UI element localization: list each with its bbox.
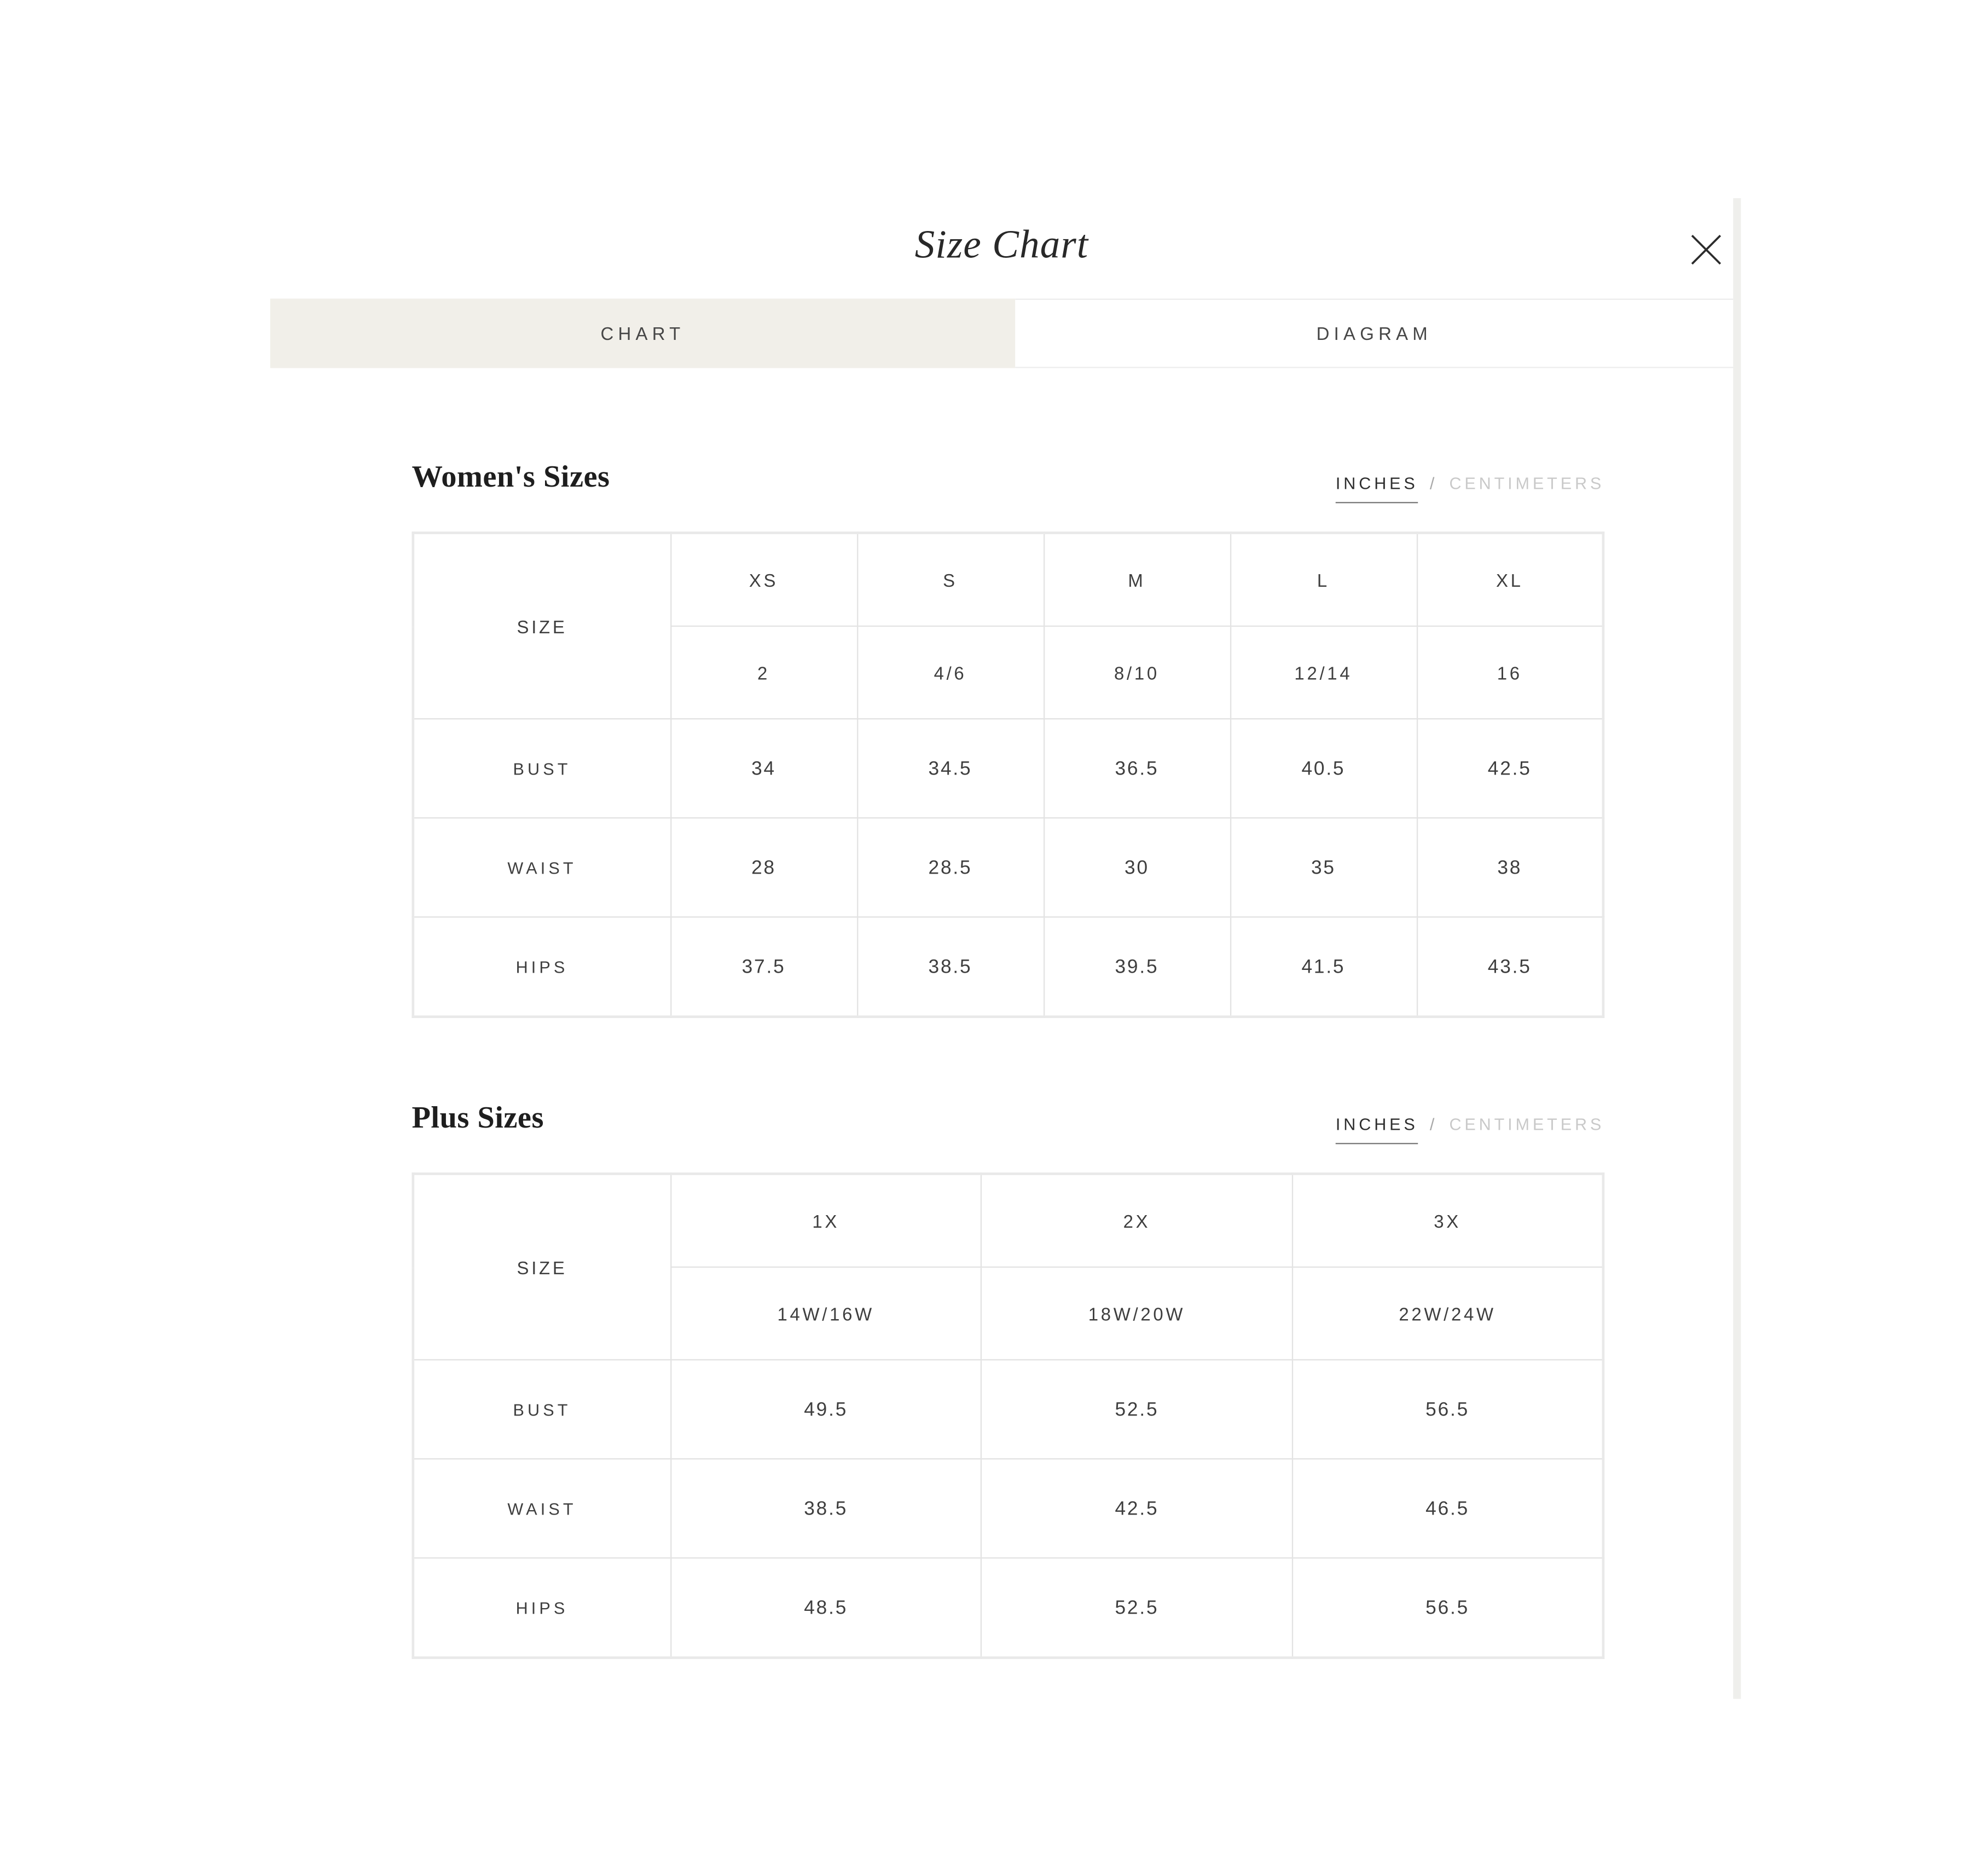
table-row [413,818,1603,917]
value-cell: 56.5 [1293,1558,1603,1657]
modal-content [411,444,1604,1659]
value-cell: 34 [670,719,857,818]
value-cell: 28.5 [857,818,1044,917]
value-cell: 38.5 [670,1459,981,1558]
row-label-cell: HIPS [413,917,670,1016]
value-cell: 43.5 [1417,917,1603,1016]
size-header-cell: SIZE [413,1174,670,1360]
value-cell: 34.5 [857,719,1044,818]
section-head [411,444,1604,495]
table-row [413,1459,1603,1558]
size-number-cell: 18W/20W [981,1267,1292,1360]
unit-separator: / [1429,473,1438,493]
unit-toggle [1336,1114,1604,1136]
size-label-cell: XL [1417,533,1603,626]
scrollbar-track[interactable] [1733,198,1741,1699]
value-cell: 39.5 [1044,917,1230,1016]
size-number-cell: 4/6 [857,626,1044,719]
size-label-cell: L [1230,533,1417,626]
size-label-cell: 3X [1293,1174,1603,1267]
value-cell: 40.5 [1230,719,1417,818]
size-label-cell: M [1044,533,1230,626]
value-cell: 56.5 [1293,1360,1603,1459]
close-icon [1683,227,1730,273]
size-label-cell: 2X [981,1174,1292,1267]
size-section-1 [411,444,1604,1018]
size-section-2 [411,1085,1604,1659]
size-number-cell: 8/10 [1044,626,1230,719]
value-cell: 42.5 [981,1459,1292,1558]
size-label-cell: S [857,533,1044,626]
row-label-cell: BUST [413,1360,670,1459]
size-number-cell: 16 [1417,626,1603,719]
size-number-cell: 14W/16W [670,1267,981,1360]
value-cell: 41.5 [1230,917,1417,1016]
value-cell: 37.5 [670,917,857,1016]
close-button[interactable] [1683,227,1730,273]
value-cell: 38.5 [857,917,1044,1016]
value-cell: 42.5 [1417,719,1603,818]
section-head [411,1085,1604,1136]
value-cell: 38 [1417,818,1603,917]
table-row [413,533,1603,626]
section-heading: Women's Sizes [411,460,610,494]
table-row [413,917,1603,1016]
unit-inches-link[interactable]: INCHES [1336,473,1418,503]
value-cell: 49.5 [670,1360,981,1459]
tab-diagram[interactable]: DIAGRAM [1015,299,1733,368]
size-number-cell: 12/14 [1230,626,1417,719]
size-label-cell: 1X [670,1174,981,1267]
unit-centimeters-link[interactable]: CENTIMETERS [1449,473,1605,493]
tab-chart[interactable]: CHART [270,299,1015,368]
value-cell: 28 [670,818,857,917]
tab-bar [270,299,1734,368]
unit-inches-link[interactable]: INCHES [1336,1114,1418,1144]
table-row [413,1360,1603,1459]
unit-toggle [1336,473,1604,495]
size-number-cell: 22W/24W [1293,1267,1603,1360]
value-cell: 52.5 [981,1558,1292,1657]
modal-title: Size Chart [914,221,1089,267]
value-cell: 52.5 [981,1360,1292,1459]
table-row [413,1174,1603,1267]
size-number-cell: 2 [670,626,857,719]
value-cell: 36.5 [1044,719,1230,818]
size-header-cell: SIZE [413,533,670,719]
value-cell: 48.5 [670,1558,981,1657]
size-table [411,1172,1604,1659]
section-heading: Plus Sizes [411,1101,544,1135]
table-row [413,719,1603,818]
row-label-cell: HIPS [413,1558,670,1657]
value-cell: 30 [1044,818,1230,917]
row-label-cell: BUST [413,719,670,818]
row-label-cell: WAIST [413,818,670,917]
unit-separator: / [1429,1114,1438,1134]
row-label-cell: WAIST [413,1459,670,1558]
size-table [411,531,1604,1018]
table-row [413,1558,1603,1657]
value-cell: 35 [1230,818,1417,917]
unit-centimeters-link[interactable]: CENTIMETERS [1449,1114,1605,1134]
value-cell: 46.5 [1293,1459,1603,1558]
size-label-cell: XS [670,533,857,626]
